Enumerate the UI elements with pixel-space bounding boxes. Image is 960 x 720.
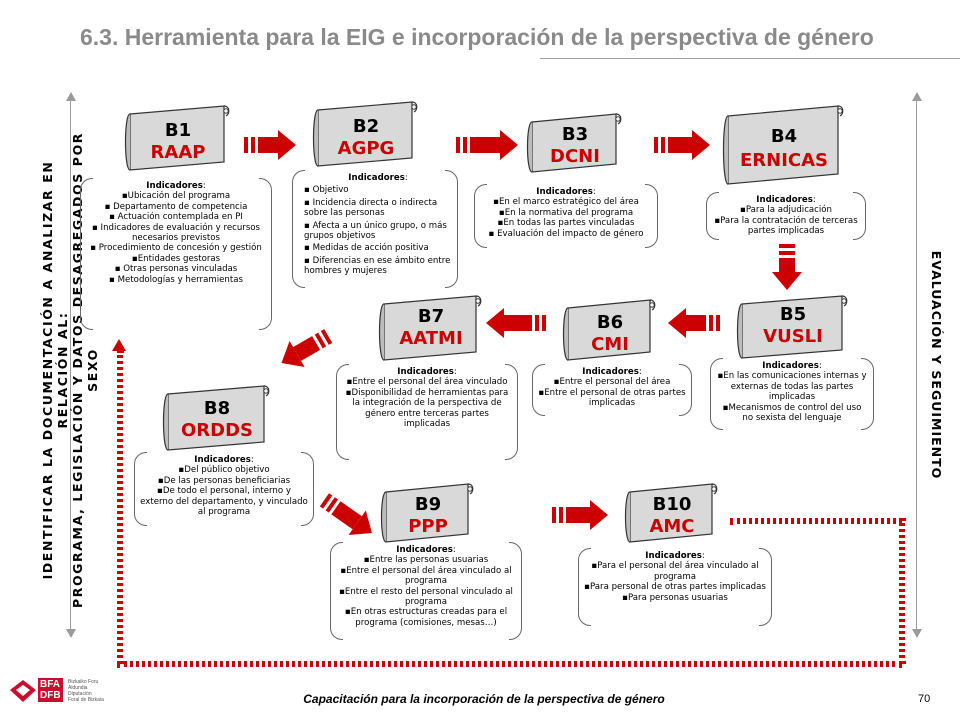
block-code: B2 bbox=[352, 116, 380, 137]
right-axis-arrow-up-icon bbox=[912, 92, 922, 101]
block-code: B3 bbox=[561, 124, 589, 145]
block-b7-scroll bbox=[376, 294, 486, 364]
indicators-heading: Indicadores: bbox=[146, 181, 206, 191]
block-b4-scroll bbox=[720, 104, 848, 190]
block-b9-scroll bbox=[378, 482, 478, 546]
arrow-b7-b8-icon bbox=[276, 330, 332, 374]
indicator-item: ▪Para la adjudicación bbox=[739, 205, 832, 216]
logo-caption-line: Aldundia bbox=[68, 685, 88, 691]
indicators-heading-text: Indicadores bbox=[645, 551, 702, 561]
indicator-item: ▪Para el personal del área vinculado al programa bbox=[591, 561, 759, 582]
indicator-item: ▪ Diferencias en ese ámbito entre hombres y mujeres bbox=[304, 255, 451, 277]
indicator-item: ▪Entre el personal del área vinculado bbox=[346, 377, 508, 388]
right-axis-line bbox=[916, 96, 917, 632]
indicators-heading-text: Indicadores bbox=[396, 545, 453, 555]
indicator-item: ▪Para personal de otras partes implicadas bbox=[584, 582, 766, 593]
indicators-heading: Indicadores: bbox=[397, 367, 457, 377]
title-rule bbox=[540, 58, 960, 59]
block-name: AGPG bbox=[337, 138, 395, 159]
feedback-line-top bbox=[730, 518, 902, 524]
indicator-item: ▪ Indicadores de evaluación y recursos necesarios previstos bbox=[91, 222, 261, 244]
indicator-item: ▪Entre el resto del personal vinculado al programa bbox=[339, 586, 513, 608]
block-b3-scroll bbox=[524, 112, 626, 176]
feedback-arrow-up-icon bbox=[112, 338, 126, 357]
indicator-item: ▪ Metodologías y herramientas bbox=[109, 274, 243, 285]
indicators-heading: Indicadores: bbox=[396, 545, 456, 555]
indicators-heading-text: Indicadores bbox=[397, 367, 454, 377]
indicators-heading: Indicadores: bbox=[536, 187, 596, 197]
page-number: 70 bbox=[918, 693, 931, 705]
indicator-item: ▪Para la contratación de terceras partes implicadas bbox=[714, 215, 858, 237]
indicators-heading: Indicadores: bbox=[762, 361, 822, 371]
block-b6-scroll bbox=[560, 298, 660, 364]
indicator-item: ▪En otras estructuras creadas para el programa (comisiones, mesas…) bbox=[344, 607, 508, 628]
arrow-b1-b2-icon bbox=[244, 130, 296, 164]
indicator-item: ▪Ubicación del programa bbox=[121, 191, 231, 202]
indicator-item: ▪ Medidas de acción positiva bbox=[304, 243, 429, 254]
indicator-item: ▪ Departamento de competencia bbox=[104, 201, 248, 212]
indicators-heading-text: Indicadores bbox=[756, 195, 813, 205]
block-b10-indicators bbox=[578, 548, 772, 626]
block-name: CMI bbox=[591, 334, 629, 355]
block-b1-scroll bbox=[122, 104, 234, 176]
block-b8-indicators bbox=[134, 452, 314, 526]
arrow-b4-b5-icon bbox=[772, 244, 802, 294]
arrow-b6-b7-icon bbox=[486, 308, 546, 342]
block-name: RAAP bbox=[150, 142, 206, 163]
feedback-line-left bbox=[117, 350, 123, 664]
left-axis-arrow-down-icon bbox=[66, 629, 76, 638]
arrow-b9-b10-icon bbox=[552, 500, 608, 534]
indicators-heading: Indicadores: bbox=[756, 195, 816, 205]
indicators-heading-text: Indicadores bbox=[146, 181, 203, 191]
indicators-heading: Indicadores: bbox=[582, 367, 642, 377]
logo-letters-bottom: DFB bbox=[40, 690, 61, 701]
indicators-heading-text: Indicadores bbox=[536, 187, 593, 197]
indicator-item: ▪En el marco estratégico del área bbox=[493, 197, 639, 208]
indicator-item: ▪ Objetivo bbox=[304, 185, 349, 196]
block-b5-indicators bbox=[710, 358, 874, 430]
block-name: PPP bbox=[408, 516, 448, 537]
footer-text: Capacitación para la incorporación de la perspectiva de género bbox=[303, 692, 665, 706]
indicator-item: ▪Entre las personas usuarias bbox=[363, 555, 489, 566]
indicators-heading-text: Indicadores bbox=[582, 367, 639, 377]
indicator-item: ▪ Otras personas vinculadas bbox=[114, 264, 238, 275]
block-code: B5 bbox=[779, 304, 807, 325]
block-b3-indicators bbox=[474, 184, 658, 248]
indicator-item: ▪En la normativa del programa bbox=[498, 207, 634, 218]
indicator-item: ▪Disponibilidad de herramientas para la integración de la perspectiva de género entre terceras partes implicadas bbox=[345, 387, 509, 430]
block-code: B9 bbox=[414, 494, 442, 515]
block-b2-indicators bbox=[292, 170, 458, 288]
indicator-item: ▪Entidades gestoras bbox=[131, 253, 221, 264]
right-axis-label: EVALUACIÓN Y SEGUIMIENTO bbox=[929, 250, 944, 480]
indicator-item: ▪Mecanismos de control del uso no sexista del lenguaje bbox=[722, 402, 862, 424]
indicators-heading: Indicadores: bbox=[194, 455, 254, 465]
block-b2-scroll bbox=[310, 100, 422, 172]
block-name: VUSLI bbox=[763, 326, 823, 347]
indicators-heading-text: Indicadores bbox=[762, 361, 819, 371]
logo-caption-line: Bizkaiko Foru bbox=[68, 679, 99, 685]
indicator-item: ▪De todo el personal, interno y externo del departamento, y vinculado al programa bbox=[140, 486, 308, 518]
block-b1-indicators bbox=[80, 178, 272, 330]
left-axis-arrow-up-icon bbox=[66, 92, 76, 101]
arrow-b8-b9-icon bbox=[318, 492, 380, 546]
block-code: B8 bbox=[203, 398, 231, 419]
indicator-item: ▪Del público objetivo bbox=[178, 465, 270, 476]
arrow-b3-b4-icon bbox=[654, 130, 710, 164]
indicators-heading-text: Indicadores bbox=[348, 173, 405, 183]
block-code: B1 bbox=[164, 120, 192, 141]
block-name: DCNI bbox=[550, 146, 600, 167]
indicator-item: ▪Entre el personal del área vinculado al programa bbox=[340, 565, 512, 587]
indicators-heading: Indicadores: bbox=[645, 551, 705, 561]
block-code: B6 bbox=[596, 312, 624, 333]
indicator-item: ▪Para personas usuarias bbox=[622, 592, 728, 603]
logo-letters-top: BFA bbox=[40, 679, 60, 690]
right-axis-arrow-down-icon bbox=[912, 629, 922, 638]
arrow-b2-b3-icon bbox=[456, 130, 518, 164]
block-b5-scroll bbox=[734, 294, 852, 362]
block-code: B4 bbox=[770, 126, 798, 147]
indicator-item: ▪ Incidencia directa o indirecta sobre las personas bbox=[304, 197, 438, 219]
block-b7-indicators bbox=[336, 364, 518, 460]
indicator-item: ▪Entre el personal de otras partes implicadas bbox=[538, 387, 686, 409]
logo-caption-line: Foral de Bizkaia bbox=[68, 697, 104, 703]
block-name: ORDDS bbox=[180, 420, 253, 441]
indicator-item: ▪ Evaluación del impacto de género bbox=[488, 228, 644, 239]
block-b8-scroll bbox=[160, 384, 274, 454]
block-b4-indicators bbox=[706, 192, 866, 240]
indicator-item: ▪De las personas beneficiarias bbox=[157, 475, 291, 486]
block-name: AMC bbox=[649, 516, 695, 537]
block-code: B10 bbox=[652, 494, 692, 515]
block-name: ERNICAS bbox=[739, 150, 829, 171]
indicators-heading-text: Indicadores bbox=[194, 455, 251, 465]
page-title: 6.3. Herramienta para la EIG e incorporación de la perspectiva de género bbox=[80, 24, 874, 50]
block-name: AATMI bbox=[399, 328, 463, 349]
indicator-item: ▪En las comunicaciones internas y externas de todas las partes implicadas bbox=[717, 371, 867, 403]
feedback-line-bottom bbox=[117, 661, 902, 667]
indicators-heading: Indicadores: bbox=[348, 173, 408, 183]
block-b10-scroll bbox=[622, 482, 722, 546]
block-code: B7 bbox=[417, 306, 445, 327]
block-b9-indicators bbox=[330, 542, 522, 640]
indicator-item: ▪ Afecta a un único grupo, o más grupos objetivos bbox=[304, 220, 447, 242]
left-axis-label-line1: IDENTIFICAR LA DOCUMENTACIÓN A ANALIZAR EN RELACIÓN AL: bbox=[40, 160, 70, 580]
indicator-item: ▪ Actuación contemplada en PI bbox=[109, 212, 243, 223]
arrow-b5-b6-icon bbox=[668, 308, 720, 342]
left-axis-label-line2: PROGRAMA, LEGISLACIÓN Y DATOS DESAGREGADOS POR SEXO bbox=[70, 131, 100, 609]
feedback-line-right bbox=[899, 518, 905, 664]
indicator-item: ▪En todas las partes vinculadas bbox=[497, 218, 635, 229]
block-b6-indicators bbox=[532, 364, 692, 416]
indicator-item: ▪Entre el personal del área bbox=[553, 377, 671, 388]
indicator-item: ▪ Procedimiento de concesión y gestión bbox=[90, 243, 262, 254]
logo-caption-line: Diputación bbox=[68, 691, 92, 697]
